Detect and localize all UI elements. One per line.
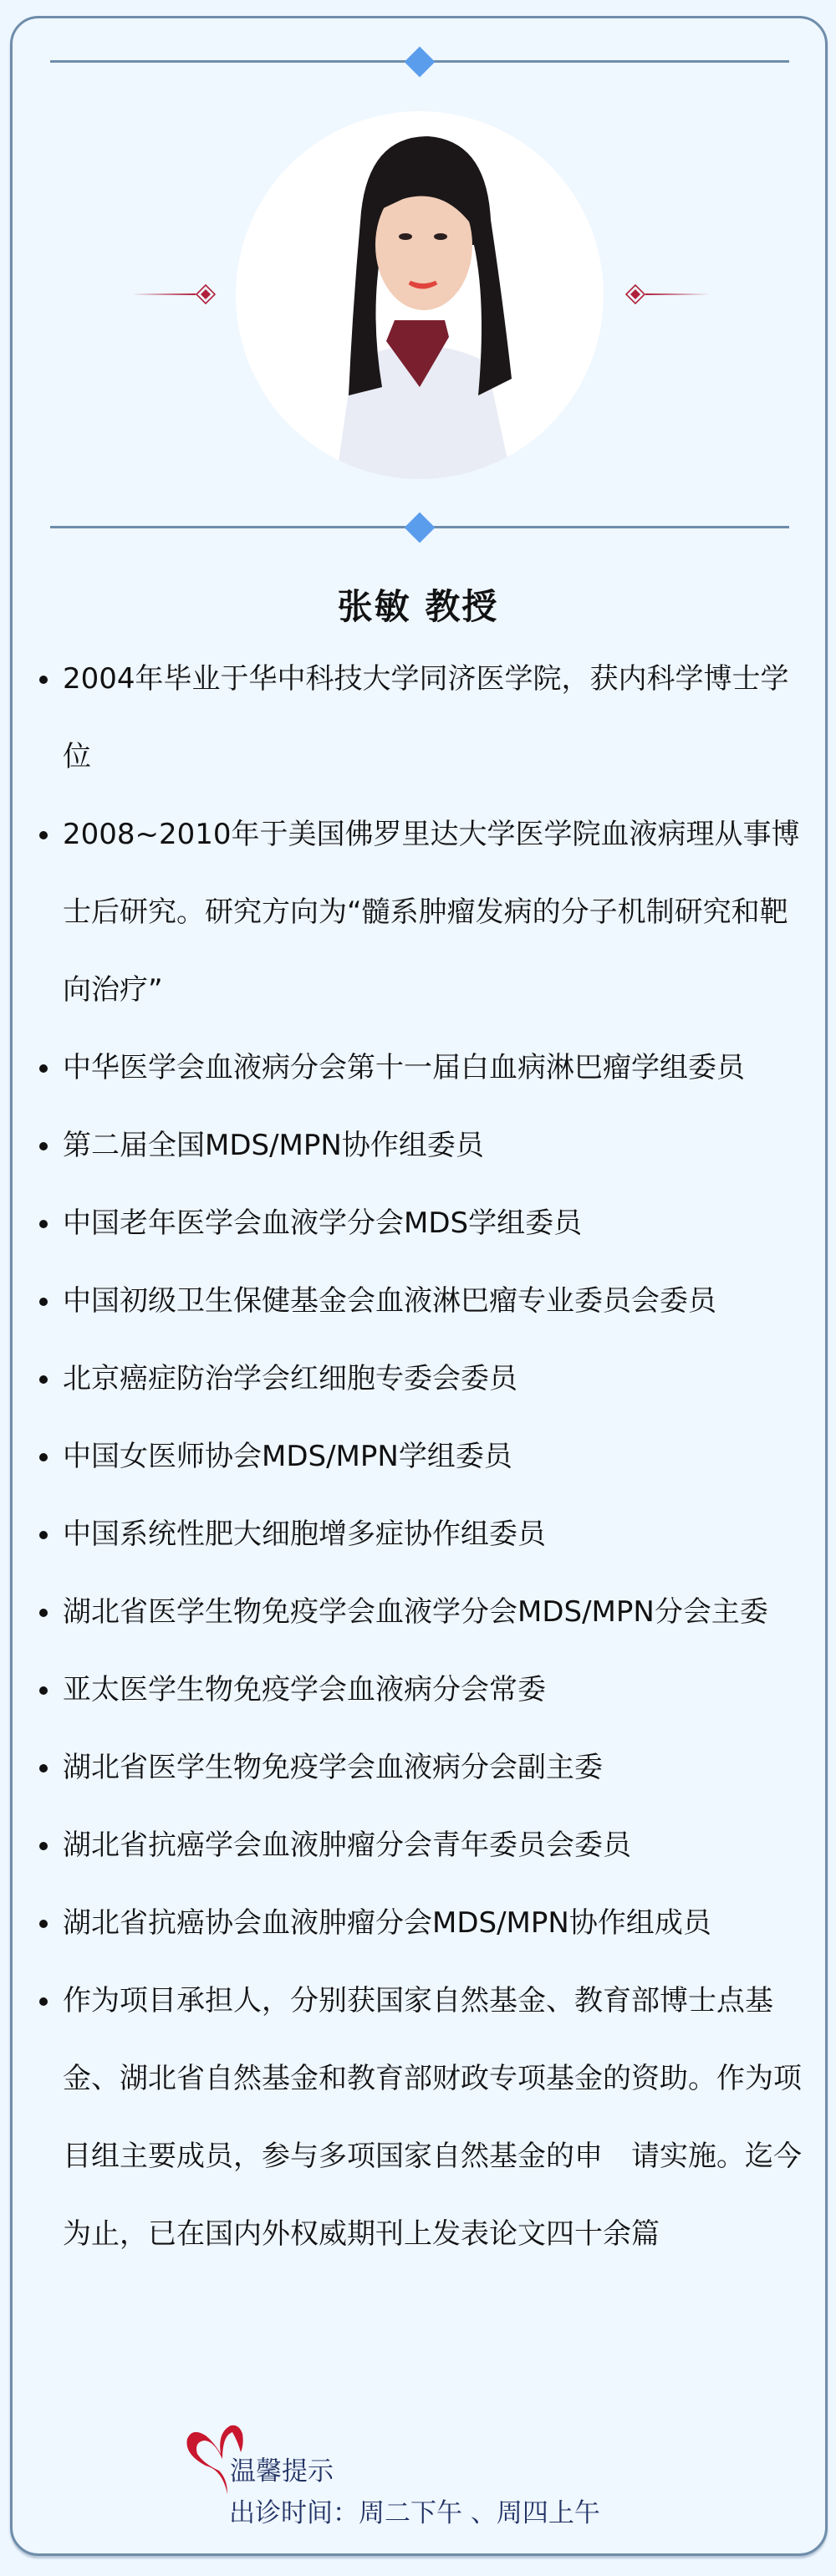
bullet-icon [39, 831, 48, 839]
bullet-icon [39, 1842, 48, 1850]
bullet-icon [39, 1686, 48, 1695]
bio-item-text: 中国老年医学会血液学分会MDS学组委员 [63, 1206, 583, 1240]
bullet-icon [39, 1609, 48, 1617]
bio-item [63, 1496, 807, 1574]
bio-item [63, 1574, 807, 1651]
bio-item-text: 第二届全国MDS/MPN协作组委员 [63, 1129, 484, 1162]
bio-item [63, 1729, 807, 1807]
bio-item [63, 1107, 807, 1185]
doctor-title: 教授 [425, 586, 499, 627]
bullet-icon [39, 1220, 48, 1228]
bio-item-text: 作为项目承担人，分别获国家自然基金、教育部博士点基金、湖北省自然基金和教育部财政专项基金的资助。作为项目组主要成员，参与多项国家自然基金的申 请实施。迄今为止，已在国内外权威期刊上发表论文四十余篇 [63, 1984, 802, 2251]
bullet-icon [39, 1764, 48, 1773]
bullet-icon [39, 1920, 48, 1928]
bullet-icon [39, 1064, 48, 1073]
bio-item [63, 1962, 807, 2273]
doctor-name-heading [0, 579, 836, 630]
bio-item-text: 中华医学会血液病分会第十一届白血病淋巴瘤学组委员 [63, 1051, 745, 1084]
bio-item-text: 湖北省抗癌协会血液肿瘤分会MDS/MPN协作组成员 [63, 1906, 711, 1940]
bio-item-text: 中国系统性肥大细胞增多症协作组委员 [63, 1518, 546, 1551]
bio-item [63, 1418, 807, 1496]
bullet-icon [39, 1453, 48, 1461]
bio-item [63, 1651, 807, 1729]
bio-item [63, 640, 807, 796]
bullet-icon [39, 1298, 48, 1306]
bio-list [63, 640, 807, 2273]
bullet-icon [39, 1375, 48, 1384]
left-ornament-icon [132, 284, 216, 304]
bullet-icon [39, 676, 48, 684]
bullet-icon [39, 1997, 48, 2006]
bio-item-text: 湖北省抗癌学会血液肿瘤分会青年委员会委员 [63, 1829, 631, 1862]
bio-item-text: 2004年毕业于华中科技大学同济医学院，获内科学博士学位 [63, 662, 789, 773]
doctor-photo [236, 111, 604, 479]
bio-item [63, 1885, 807, 1962]
bio-item-text: 亚太医学生物免疫学会血液病分会常委 [63, 1673, 546, 1706]
bio-item [63, 1340, 807, 1418]
right-ornament-icon [625, 284, 709, 304]
clinic-schedule: 出诊时间：周二下午 、周四上午 [229, 2498, 600, 2528]
bio-item [63, 1262, 807, 1340]
doctor-name: 张敏 [337, 586, 411, 627]
bio-item [63, 1807, 807, 1885]
bio-item-text: 湖北省医学生物免疫学会血液病分会副主委 [63, 1751, 603, 1784]
bio-item [63, 796, 807, 1029]
bio-item [63, 1029, 807, 1107]
bio-item-text: 2008~2010年于美国佛罗里达大学医学院血液病理从事博士后研究。研究方向为“髓系肿瘤发病的分子机制研究和靶向治疗” [63, 818, 800, 1007]
bio-item-text: 中国初级卫生保健基金会血液淋巴瘤专业委员会委员 [63, 1284, 716, 1318]
bullet-icon [39, 1142, 48, 1150]
bio-item-text: 中国女医师协会MDS/MPN学组委员 [63, 1440, 512, 1473]
bio-item-text: 北京癌症防治学会红细胞专委会委员 [63, 1362, 517, 1395]
tip-title: 温馨提示 [230, 2456, 334, 2487]
bio-item-text: 湖北省医学生物免疫学会血液学分会MDS/MPN分会主委 [63, 1595, 768, 1629]
bullet-icon [39, 1531, 48, 1539]
bio-item [63, 1185, 807, 1262]
